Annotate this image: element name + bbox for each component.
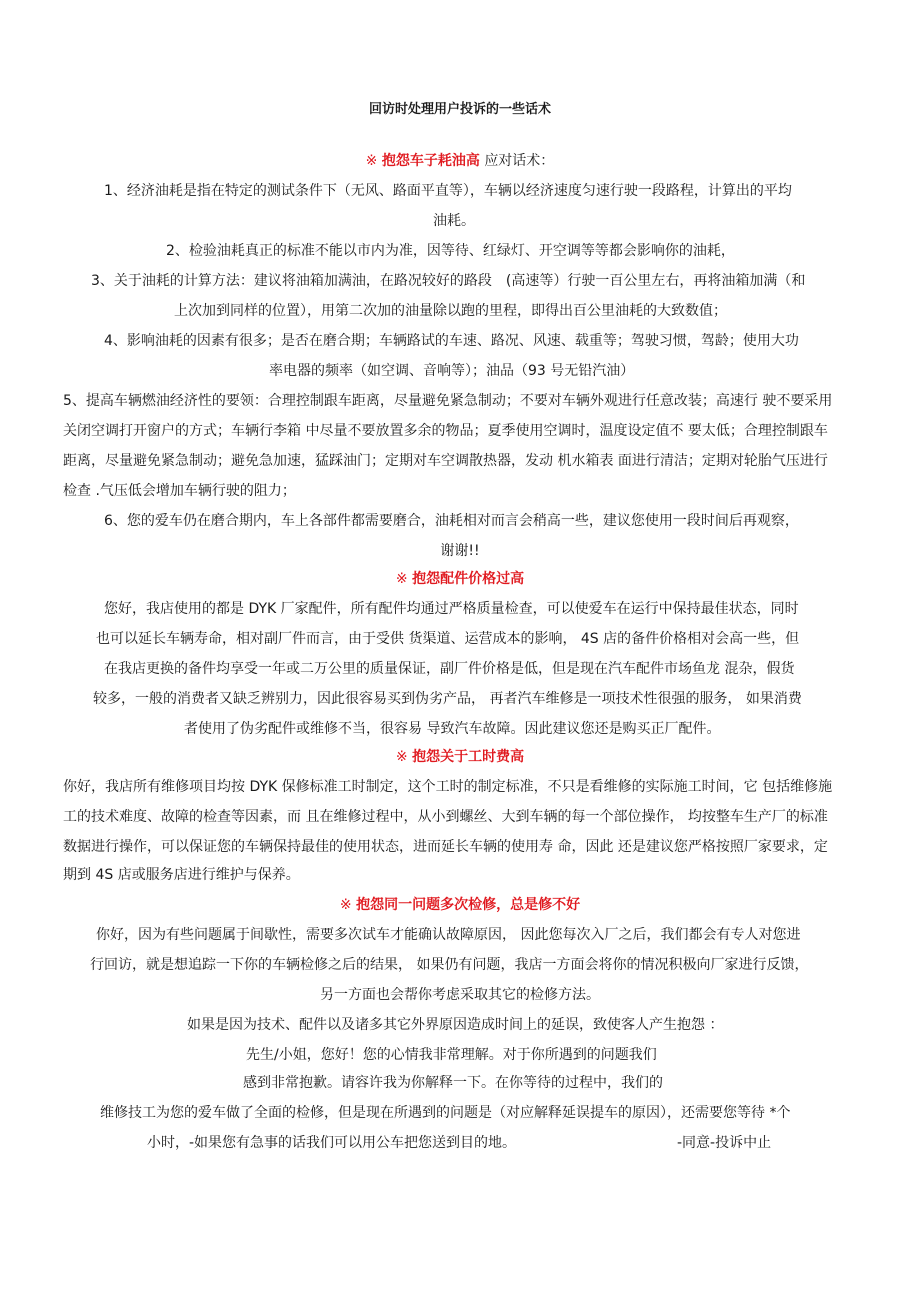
paragraph-line: 上次加到同样的位置），用第二次加的油量除以跑的里程，即得出百公里油耗的大致数值； <box>174 303 727 319</box>
paragraph-line: 2、检验油耗真正的标准不能以市内为准，因等待、红绿灯、开空调等等都会影响你的油耗， <box>166 243 735 259</box>
paragraph-line: 检查 .气压低会增加车辆行驶的阻力； <box>63 483 296 499</box>
section-1-heading <box>0 152 920 170</box>
document-title: 回访时处理用户投诉的一些话术 <box>368 102 551 117</box>
reference-mark: ※ <box>395 749 408 765</box>
paragraph-line: 4、影响油耗的因素有很多；是否在磨合期；车辆路试的车速、路况、风速、载重等；驾驶习惯，驾龄；使用大功 <box>104 333 799 349</box>
section-3-heading <box>0 748 920 766</box>
section-4-title: 抱怨同一问题多次检修，总是修不好 <box>356 897 581 913</box>
paragraph-line: 谢谢!! <box>440 543 480 559</box>
section-1-title-suffix: 应对话术： <box>484 153 555 169</box>
paragraph-line: 油耗。 <box>433 213 475 229</box>
paragraph-line: 如果是因为技术、配件以及诸多其它外界原因造成时间上的延误，致使客人产生抱怨 ： <box>187 1017 724 1033</box>
paragraph-line: 关闭空调打开窗户的方式；车辆行李箱 中尽量不要放置多余的物品；夏季使用空调时，温度设定值不 要太低；合理控制跟车 <box>63 423 828 439</box>
paragraph-line: 较多，一般的消费者又缺乏辨别力，因此很容易买到伪劣产品， 再者汽车维修是一项技术性很强的服务， 如果消费 <box>93 691 802 707</box>
paragraph-line: 您好，我店使用的都是 DYK 厂家配件，所有配件均通过严格质量检查，可以使爱车在运行中保持最佳状态，同时 <box>104 601 799 617</box>
paragraph-line: 距离，尽量避免紧急制动；避免急加速，猛踩油门；定期对车空调散热器，发动 机水箱表 面进行清洁；定期对轮胎气压进行 <box>63 453 828 469</box>
paragraph-line: 行回访，就是想追踪一下你的车辆检修之后的结果， 如果仍有问题，我店一方面会将你的情况积极向厂家进行反馈， <box>90 957 809 973</box>
paragraph-line: 数据进行操作，可以保证您的车辆保持最佳的使用状态，进而延长车辆的使用寿 命，因此 还是建议您严格按照厂家要求，定 <box>63 839 828 855</box>
paragraph-line: 6、您的爱车仍在磨合期内，车上各部件都需要磨合，油耗相对而言会稍高一些，建议您使用一段时间后再观察， <box>104 513 799 529</box>
end-note: -同意-投诉中止 <box>677 1135 772 1151</box>
section-1-title: 抱怨车子耗油高 <box>381 153 480 169</box>
reference-mark: ※ <box>395 571 408 587</box>
paragraph-line: 你好，因为有些问题属于间歇性，需要多次试车才能确认故障原因， 因此您每次入厂之后，我们都会有专人对您进 <box>96 927 801 943</box>
paragraph-line: 期到 4S 店或服务店进行维护与保养。 <box>63 867 300 883</box>
section-2-title: 抱怨配件价格过高 <box>412 571 525 587</box>
section-3-title: 抱怨关于工时费高 <box>412 749 525 765</box>
paragraph-line: 也可以延长车辆寿命，相对副厂件而言，由于受供 货渠道、运营成本的影响， 4S 店的备件价格相对会高一些，但 <box>96 631 800 647</box>
paragraph-line: 工的技术难度、故障的检查等因素，而 且在维修过程中，从小到螺丝、大到车辆的每一个部位操作， 均按整车生产厂的标准 <box>63 809 828 825</box>
paragraph-line: 者使用了伪劣配件或维修不当，很容易 导致汽车故障。因此建议您还是购买正厂配件。 <box>184 721 721 737</box>
reference-mark: ※ <box>365 153 378 169</box>
paragraph-line: 3、关于油耗的计算方法：建议将油箱加满油，在路况较好的路段 (高速等）行驶一百公里左右，再将油箱加满（和 <box>91 273 806 289</box>
section-2-heading <box>0 570 920 588</box>
paragraph-line: 在我店更换的备件均享受一年或二万公里的质量保证，副厂件价格是低，但是现在汽车配件市场鱼龙 混杂，假货 <box>104 661 795 677</box>
paragraph-line: 率电器的频率（如空调、音响等）；油品（93 号无铅汽油） <box>269 363 635 379</box>
paragraph-line: 先生/小姐，您好！您的心情我非常理解。对于你所遇到的问题我们 <box>246 1047 657 1063</box>
paragraph-line: 你好，我店所有维修项目均按 DYK 保修标准工时制定，这个工时的制定标准，不只是看维修的实际施工时间，它 包括维修施 <box>63 779 833 795</box>
section-4-heading <box>0 896 920 914</box>
paragraph-line: 另一方面也会帮你考虑采取其它的检修方法。 <box>320 987 600 1003</box>
reference-mark: ※ <box>339 897 352 913</box>
paragraph-line: 1、经济油耗是指在特定的测试条件下（无风、路面平直等），车辆以经济速度匀速行驶一段路程，计算出的平均 <box>104 183 792 199</box>
paragraph-line: 维修技工为您的爱车做了全面的检修，但是现在所遇到的问题是（对应解释延误提车的原因），还需要您等待 *个 <box>100 1105 791 1121</box>
paragraph-line: 感到非常抱歉。请容许我为你解释一下。在你等待的过程中，我们的 <box>243 1075 663 1091</box>
paragraph-line: 5、提高车辆燃油经济性的要领：合理控制跟车距离，尽量避免紧急制动；不要对车辆外观进行任意改装；高速行 驶不要采用 <box>63 393 833 409</box>
paragraph-line: 小时，-如果您有急事的话我们可以用公车把您送到目的地。 <box>147 1135 517 1151</box>
